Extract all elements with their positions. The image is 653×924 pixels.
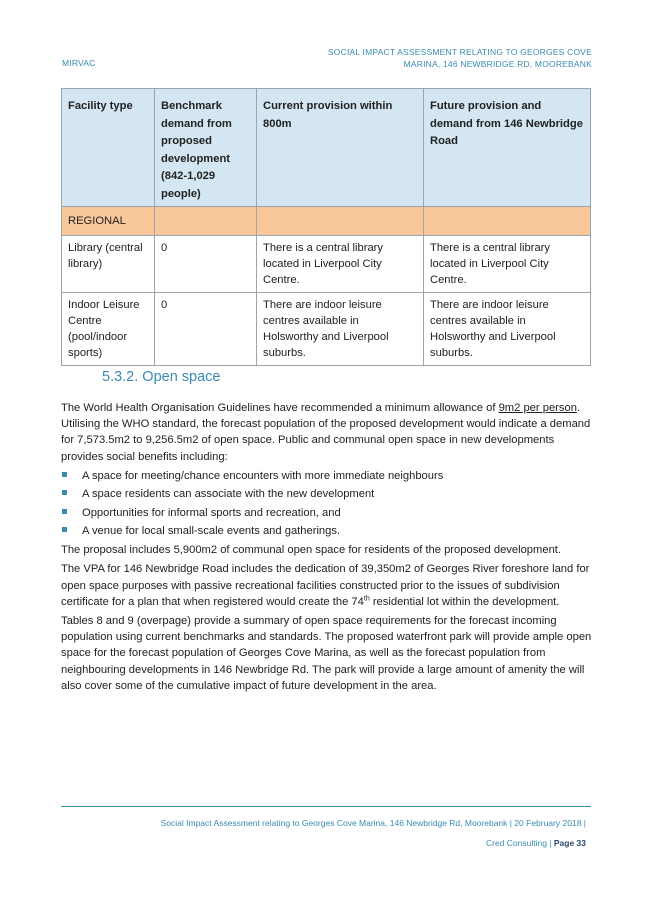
header-company: MIRVAC bbox=[62, 58, 96, 68]
header-title-line-2: MARINA, 146 NEWBRIDGE RD, MOOREBANK bbox=[403, 59, 592, 69]
empty-cell bbox=[155, 207, 257, 236]
paragraph-communal-space: The proposal includes 5,900m2 of communal open space for residents of the proposed development. bbox=[61, 544, 562, 557]
page-number: Page 33 bbox=[553, 838, 586, 848]
list-item-text: A space for meeting/chance encounters with more immediate neighbours bbox=[82, 469, 444, 482]
empty-cell bbox=[424, 207, 591, 236]
list-item bbox=[61, 505, 593, 521]
paragraph-text: residential lot within the development. bbox=[369, 595, 560, 608]
cell-future: There is a central library located in Liverpool City Centre. bbox=[424, 236, 591, 293]
footer-divider bbox=[61, 806, 591, 807]
footer-company: Cred Consulting | bbox=[485, 838, 554, 848]
table-section-row-regional bbox=[62, 207, 591, 236]
empty-cell bbox=[257, 207, 424, 236]
list-item bbox=[61, 523, 593, 539]
table-header-row bbox=[62, 89, 591, 207]
footer bbox=[161, 813, 586, 853]
list-item bbox=[61, 486, 593, 502]
ordinal-superscript: th bbox=[363, 595, 370, 603]
list-item-text: A space residents can associate with the new development bbox=[82, 488, 375, 501]
paragraph-who-guidelines bbox=[61, 400, 593, 465]
section-title: 5.3.2. Open space bbox=[102, 369, 221, 385]
cell-current: There is a central library located in Liverpool City Centre. bbox=[257, 236, 424, 293]
paragraph-text: The World Health Organisation Guidelines have recommended a minimum allowance of bbox=[61, 402, 499, 414]
list-item-text: A venue for local small-scale events and gatherings. bbox=[82, 524, 341, 537]
section-body bbox=[61, 400, 593, 697]
section-label: REGIONAL bbox=[62, 207, 155, 236]
column-header-current-provision: Current provision within 800m bbox=[257, 89, 424, 207]
paragraph-tables-summary: Tables 8 and 9 (overpage) provide a summary of open space requirements for the forecast incoming population using current benchmarks and standards. The proposed waterfront park will provide ample open space for the forecast population of Georges Cove Marina, as well as the forecast population from neighbouring developments in 146 Newbridge Rd. The park will provide a large amount of amenity the will also cover some of the cumulative impact of future development in the area. bbox=[61, 615, 592, 692]
list-item bbox=[61, 468, 593, 484]
paragraph-text: . Utilising the WHO standard, the forecast population of the proposed development would indicate a demand for 7,573.5m2 to 9,256.5m2 of open space. Public and communal open space in new developments provides social benefits including: bbox=[61, 402, 591, 463]
square-bullet-icon bbox=[62, 527, 67, 532]
cell-future: There are indoor leisure centres available in Holsworthy and Liverpool suburbs. bbox=[424, 293, 591, 366]
benefits-list bbox=[61, 468, 593, 539]
cell-current: There are indoor leisure centres available in Holsworthy and Liverpool suburbs. bbox=[257, 293, 424, 366]
column-header-future-provision: Future provision and demand from 146 Newbridge Road bbox=[424, 89, 591, 207]
column-header-benchmark: Benchmark demand from proposed development (842-1,029 people) bbox=[155, 89, 257, 207]
cell-facility: Library (central library) bbox=[62, 236, 155, 293]
footer-page-info bbox=[161, 833, 586, 853]
square-bullet-icon bbox=[62, 472, 67, 477]
cell-facility: Indoor Leisure Centre (pool/indoor sports) bbox=[62, 293, 155, 366]
table-row bbox=[62, 293, 591, 366]
header-document-title bbox=[328, 46, 592, 70]
cell-benchmark: 0 bbox=[155, 236, 257, 293]
paragraph-vpa bbox=[61, 561, 593, 610]
footer-document-title: Social Impact Assessment relating to Georges Cove Marina, 146 Newbridge Rd, Moorebank | 20 February 2018 | bbox=[160, 818, 586, 828]
column-header-facility-type: Facility type bbox=[62, 89, 155, 207]
paragraph-text: The VPA for 146 Newbridge Road includes the dedication of 39,350m2 of Georges River foreshore land for open space purposes with passive recreational facilities constructed prior to the issues of subdivision certificate for a plan that when registered would create the 74 bbox=[61, 563, 590, 608]
table-row bbox=[62, 236, 591, 293]
cell-benchmark: 0 bbox=[155, 293, 257, 366]
list-item-text: Opportunities for informal sports and recreation, and bbox=[82, 506, 341, 519]
square-bullet-icon bbox=[62, 490, 67, 495]
per-person-allowance: 9m2 per person bbox=[498, 402, 577, 414]
square-bullet-icon bbox=[62, 509, 67, 514]
header-title-line-1: SOCIAL IMPACT ASSESSMENT RELATING TO GEORGES COVE bbox=[327, 47, 592, 57]
facility-table bbox=[61, 88, 591, 366]
